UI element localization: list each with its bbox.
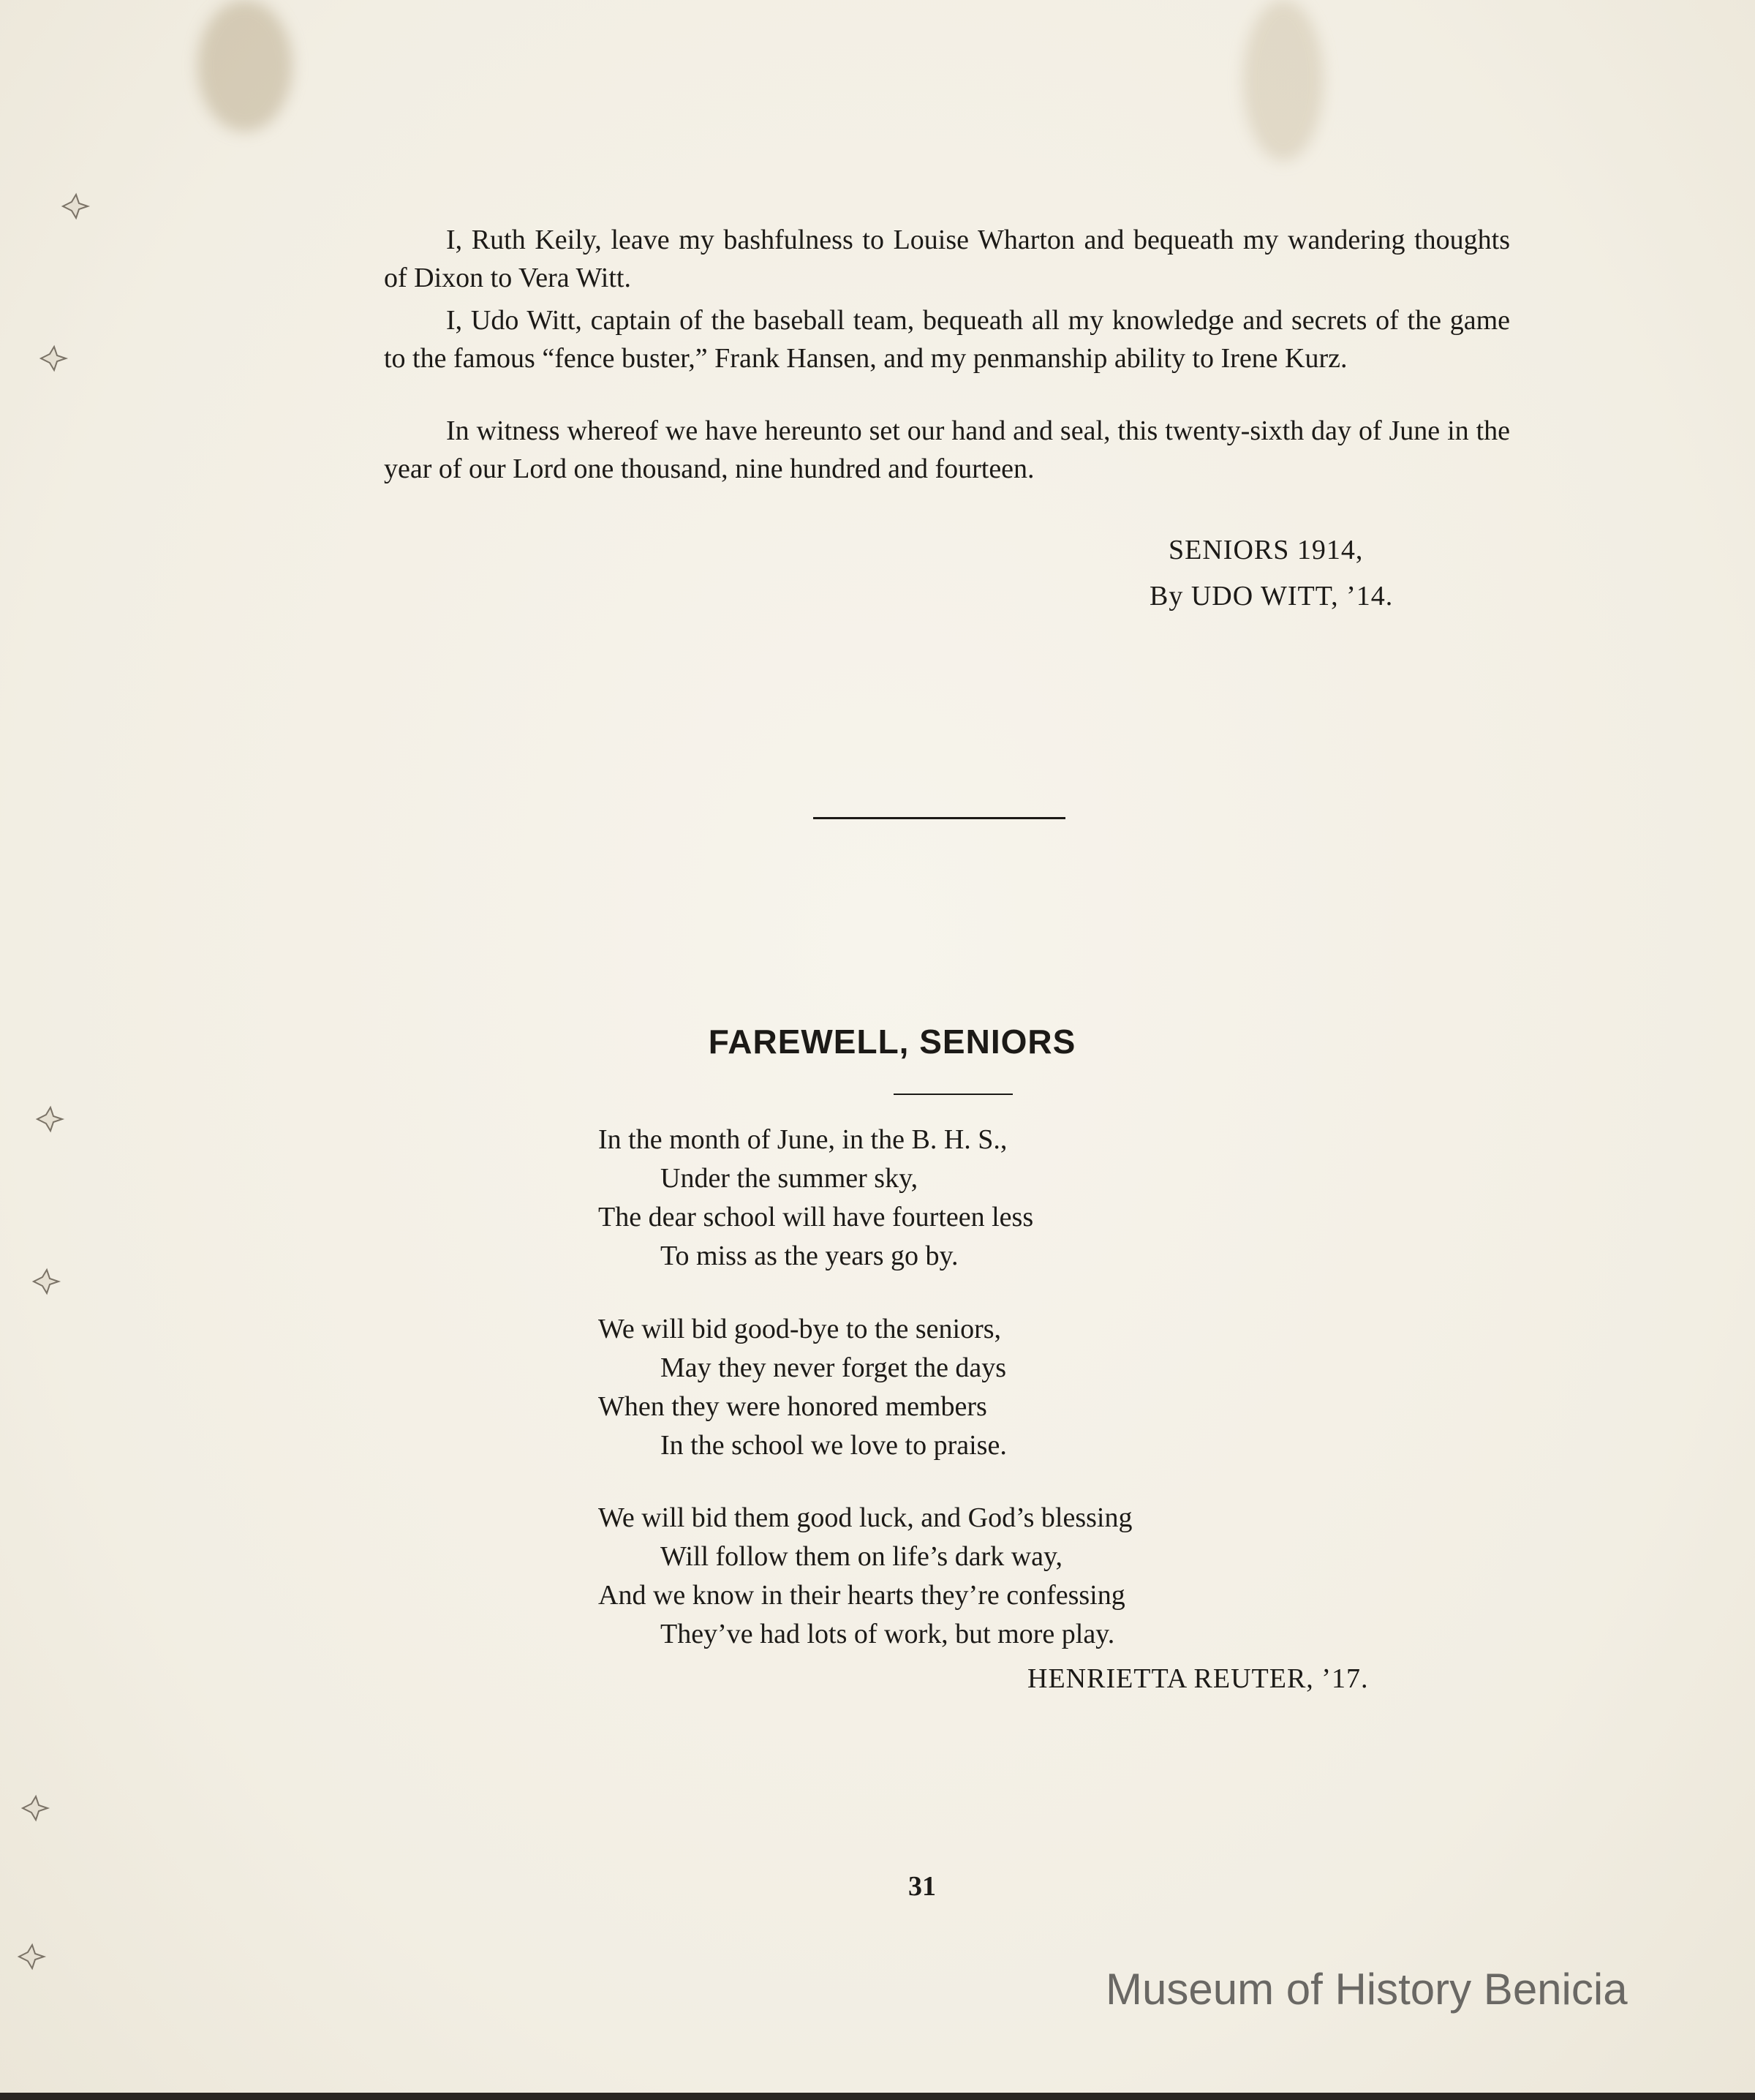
poem-line: When they were honored members <box>598 1391 987 1422</box>
binding-hole <box>37 344 70 373</box>
water-stain <box>1243 0 1324 161</box>
poem-line: And we know in their hearts they’re confessing <box>598 1580 1125 1611</box>
binding-hole <box>29 1267 63 1296</box>
water-stain <box>197 0 292 132</box>
will-paragraph: I, Udo Witt, captain of the baseball team, bequeath all my knowledge and secrets of the game to the famous “fence buster,” Frank Hansen, and my penmanship ability to Irene Kurz. <box>384 305 1510 374</box>
poem-line: May they never forget the days <box>660 1352 1007 1383</box>
poem-line: Will follow them on life’s dark way, <box>660 1541 1063 1572</box>
binding-hole <box>33 1104 67 1134</box>
signature-line: SENIORS 1914, <box>1169 535 1364 565</box>
poem-line: In the school we love to praise. <box>660 1430 1007 1461</box>
poem-line: They’ve had lots of work, but more play. <box>660 1619 1115 1649</box>
will-paragraph: I, Ruth Keily, leave my bashfulness to Louise Wharton and bequeath my wandering thoughts of Dixon to Vera Witt. <box>384 225 1510 293</box>
poem-line: To miss as the years go by. <box>660 1241 959 1271</box>
poem-title: FAREWELL, SENIORS <box>708 1023 1076 1061</box>
title-underline <box>894 1094 1013 1095</box>
binding-hole <box>15 1942 48 1971</box>
poem-line: Under the summer sky, <box>660 1163 918 1194</box>
page-edge <box>0 2093 1755 2100</box>
will-paragraph: In witness whereof we have hereunto set our hand and seal, this twenty-sixth day of June in the year of our Lord one thousand, nine hundred and fourteen. <box>384 415 1510 484</box>
page-number: 31 <box>908 1871 936 1902</box>
poem-line: In the month of June, in the B. H. S., <box>598 1124 1008 1155</box>
section-divider <box>813 817 1065 819</box>
poem-line: We will bid them good luck, and God’s blessing <box>598 1502 1133 1533</box>
poem-author: HENRIETTA REUTER, ’17. <box>1027 1663 1369 1694</box>
signature-line: By UDO WITT, ’14. <box>1150 581 1394 611</box>
binding-hole <box>18 1794 52 1823</box>
poem-line: We will bid good-bye to the seniors, <box>598 1314 1002 1344</box>
poem-line: The dear school will have fourteen less <box>598 1202 1034 1232</box>
binding-hole <box>58 192 92 221</box>
museum-watermark: Museum of History Benicia <box>1106 1965 1628 2014</box>
